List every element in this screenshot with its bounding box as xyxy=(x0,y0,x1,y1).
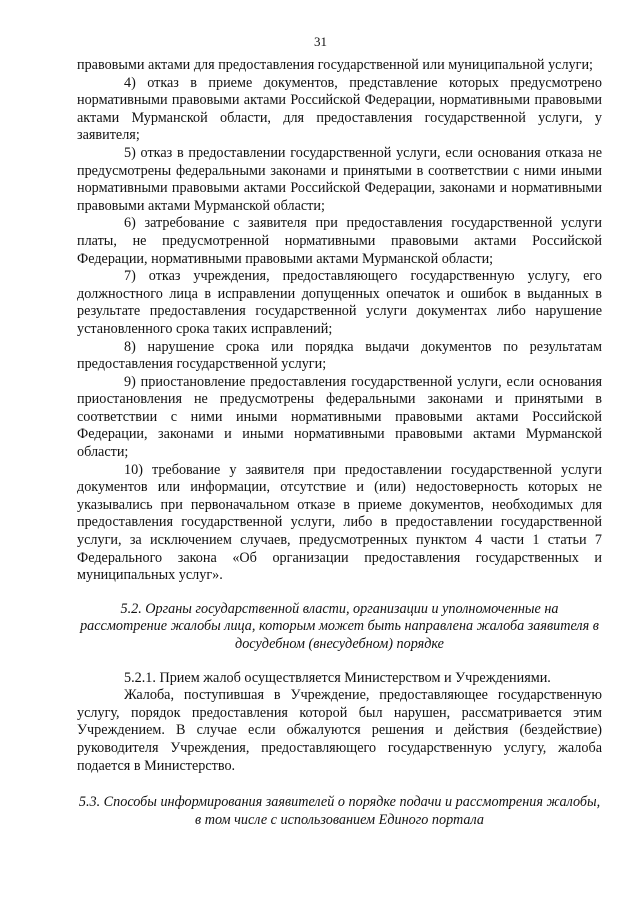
paragraph-item-9: 9) приостановление предоставления государственной услуги, если основания приостановления не предусмотрены федеральными законами и принятыми в соответствии с ними иными нормативными правовыми актами Российской Федерации, законами и иными нормативными правовыми актами Мурманской области; xyxy=(77,373,602,461)
paragraph-item-5: 5) отказ в предоставлении государственной услуги, если основания отказа не предусмотрены федеральными законами и принятыми в соответствии с ними иными нормативными правовыми актами Российской Федерации, законами и нормативными правовыми актами Мурманской области; xyxy=(77,144,602,214)
paragraph-item-7: 7) отказ учреждения, предоставляющего государственную услугу, его должностного лица в исправлении допущенных опечаток и ошибок в выданных в результате предоставления государственной услуги документах либо нарушение установленного срока таких исправлений; xyxy=(77,268,602,337)
paragraph-item-6: 6) затребование с заявителя при предоставления государственной услуги платы, не предусмотренной нормативными правовыми актами Российской Федерации, нормативными правовыми актами Мурманской области; xyxy=(77,215,602,267)
body-text xyxy=(77,57,602,829)
section-heading-5-3: 5.3. Способы информирования заявителей о порядке подачи и рассмотрения жалобы, в том числе с использованием Единого портала xyxy=(78,794,601,828)
paragraph-continuation: правовыми актами для предоставления государственной или муниципальной услуги; xyxy=(77,57,593,73)
section-heading-5-2: 5.2. Органы государственной власти, организации и уполномоченные на рассмотрение жалобы лица, которым может быть направлена жалоба заявителя в досудебном (внесудебном) порядке xyxy=(80,600,599,652)
page-number: 31 xyxy=(314,34,327,49)
paragraph-complaint-routing: Жалоба, поступившая в Учреждение, предоставляющее государственную услугу, порядок предоставления которой был нарушен, рассматривается этим Учреждением. В случае если обжалуются решения и действия (бездействие) руководителя Учреждения, предоставляющего государственную услугу, жалоба подается в Министерство. xyxy=(77,687,602,774)
paragraph-item-4: 4) отказ в приеме документов, представление которых предусмотрено нормативными правовыми актами Российской Федерации, нормативными правовыми актами Мурманской области, для предоставления государственной услуги, у заявителя; xyxy=(77,74,602,144)
paragraph-item-10: 10) требование у заявителя при предоставлении государственной услуги документов или информации, отсутствие и (или) недостоверность которых не указывались при первоначальном отказе в приеме документов, необходимых для предоставления государственной услуги, либо в предоставлении государственной услуги, за исключением случаев, предусмотренных пунктом 4 части 1 статьи 7 Федерального закона «Об организации предоставления государственных и муниципальных услуг». xyxy=(77,461,602,584)
paragraph-5-2-1: 5.2.1. Прием жалоб осуществляется Министерством и Учреждениями. xyxy=(124,669,551,686)
paragraph-item-8: 8) нарушение срока или порядка выдачи документов по результатам предоставления государственной услуги; xyxy=(77,338,602,373)
